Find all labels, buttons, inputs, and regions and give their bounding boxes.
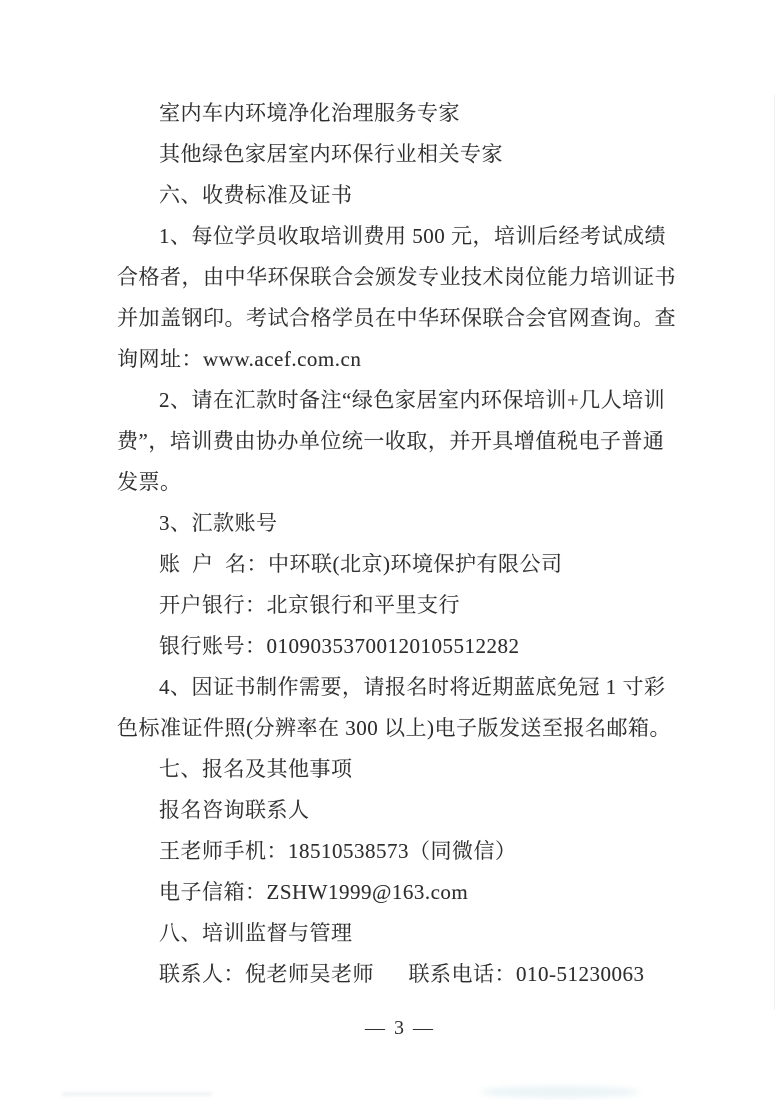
text-line: 色标准证件照(分辨率在 300 以上)电子版发送至报名邮箱。 <box>117 716 671 740</box>
text-line: 费”，培训费由协办单位统一收取，并开具增值税电子普通 <box>117 429 665 453</box>
text-line: 开户银行：北京银行和平里支行 <box>159 593 460 617</box>
text-line: 4、因证书制作需要，请报名时将近期蓝底免冠 1 寸彩 <box>159 675 666 699</box>
scan-smudge-artifact <box>480 1086 640 1098</box>
text-line: 六、收费标准及证书 <box>159 183 353 207</box>
text-line: 报名咨询联系人 <box>159 798 310 822</box>
text-line: 并加盖钢印。考试合格学员在中华环保联合会官网查询。查 <box>117 306 676 330</box>
text-line: 账 户 名：中环联(北京)环境保护有限公司 <box>159 552 563 576</box>
text-line: 3、汇款账号 <box>159 511 278 535</box>
text-line: 询网址：www.acef.com.cn <box>117 347 362 371</box>
document-body <box>117 93 683 995</box>
text-line: 王老师手机：18510538573（同微信） <box>159 839 517 863</box>
text-line: 八、培训监督与管理 <box>159 921 353 945</box>
page-number: — 3 — <box>365 1017 435 1039</box>
text-line: 发票。 <box>117 470 182 494</box>
text-line: 电子信箱：ZSHW1999@163.com <box>159 880 469 904</box>
text-line: 联系人：倪老师吴老师 联系电话：010-51230063 <box>159 962 645 986</box>
text-line: 银行账号：01090353700120105512282 <box>159 634 520 658</box>
text-line: 室内车内环境净化治理服务专家 <box>159 101 460 125</box>
text-line: 其他绿色家居室内环保行业相关专家 <box>159 142 503 166</box>
scan-edge-artifact <box>774 95 775 1010</box>
text-line: 1、每位学员收取培训费用 500 元，培训后经考试成绩 <box>159 224 666 248</box>
scan-smudge-artifact <box>62 1092 212 1096</box>
text-line: 合格者，由中华环保联合会颁发专业技术岗位能力培训证书 <box>117 265 676 289</box>
text-line: 2、请在汇款时备注“绿色家居室内环保培训+几人培训 <box>159 388 666 412</box>
text-line: 七、报名及其他事项 <box>159 757 353 781</box>
